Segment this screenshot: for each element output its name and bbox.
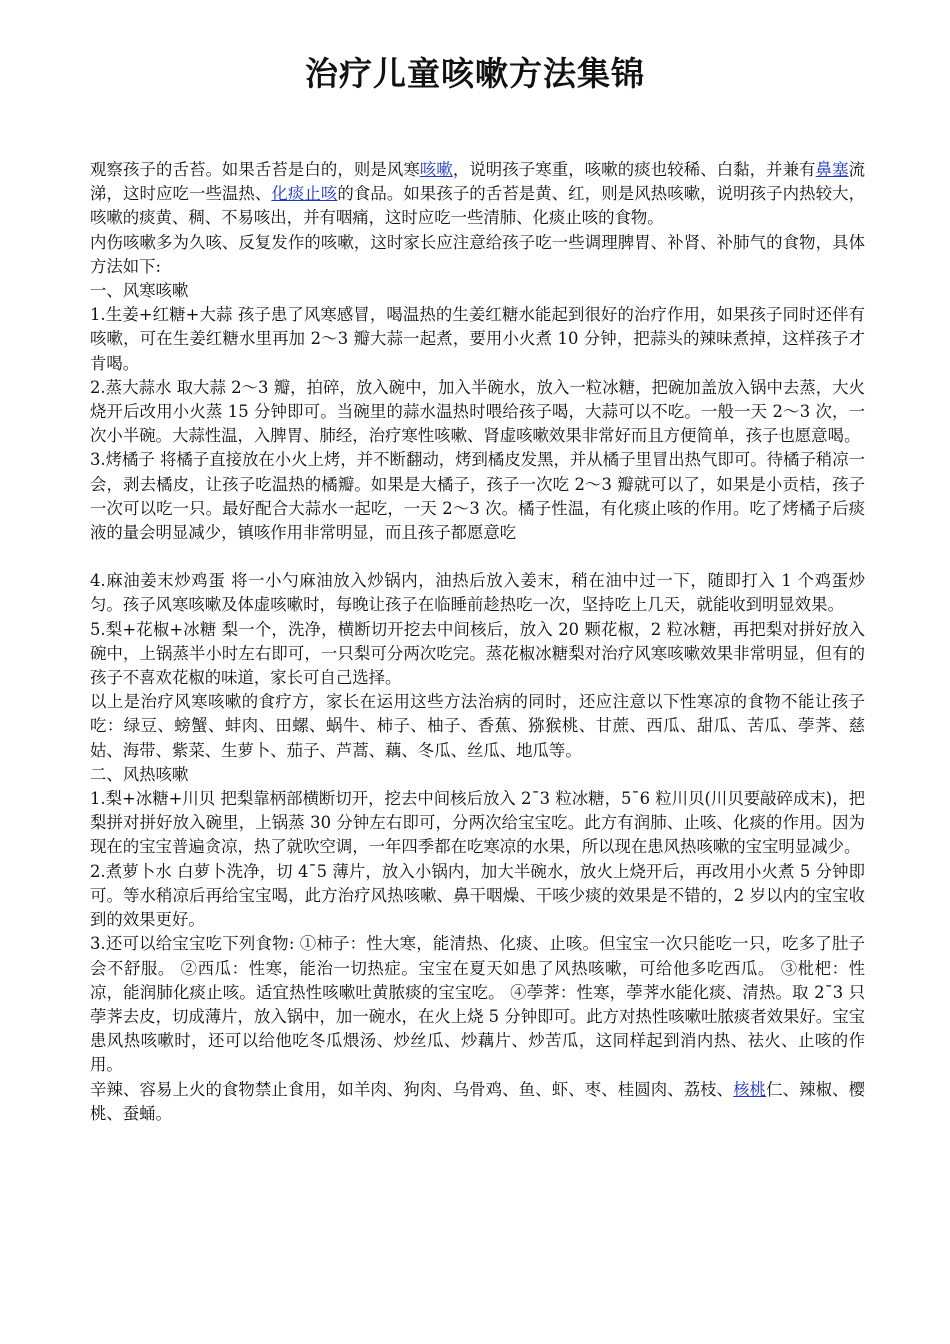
paragraph-spicy-foods-warning (90, 1078, 865, 1126)
remedy-radish-water: 2.煮萝卜水 白萝卜洗净，切 4¯5 薄片，放入小锅内，加大半碗水，放火上烧开后，再改用小火煮 5 分钟即可。等水稍凉后再给宝宝喝，此方治疗风热咳嗽、鼻干咽燥、干咳少痰的效果是不错的，2 岁以内的宝宝收到的效果更好。 (90, 861, 865, 930)
remedy-steamed-garlic-water: 2.蒸大蒜水 取大蒜 2～3 瓣，拍碎，放入碗中，加入半碗水，放入一粒冰糖，把碗加盖放入锅中去蒸，大火烧开后改用小火蒸 15 分钟即可。当碗里的蒜水温热时喂给孩子喝，大蒜可以不吃。一般一天 2～3 次，一次小半碗。大蒜性温，入脾胃、肺经，治疗寒性咳嗽、肾虚咳嗽效果非常好而且方便简单，孩子也愿意喝。 (90, 377, 865, 446)
link-walnut[interactable]: 核桃 (733, 1079, 767, 1099)
section-heading-wind-cold: 一、风寒咳嗽 (90, 281, 189, 301)
remedy-roasted-orange: 3.烤橘子 将橘子直接放在小火上烤，并不断翻动，烤到橘皮发黑，并从橘子里冒出热气即可。待橘子稍凉一会，剥去橘皮，让孩子吃温热的橘瓣。如果是大橘子，孩子一次吃 2～3 瓣就可以了，如果是小贡桔，孩子一次可以吃一只。最好配合大蒜水一起吃，一天 2～3 次。橘子性温，有化痰止咳的作用。吃了烤橘子后痰液的量会明显减少，镇咳作用非常明显，而且孩子都愿意吃 (90, 450, 865, 543)
paragraph-tongue-coating (90, 158, 865, 231)
document-title: 治疗儿童咳嗽方法集锦 (305, 54, 645, 93)
link-phlegm-cough-relief[interactable]: 化痰止咳 (271, 184, 338, 204)
link-nasal-congestion[interactable]: 鼻塞 (815, 160, 849, 179)
text-run: 仁、辣椒、樱桃、蚕蛹。 (90, 1079, 866, 1123)
paragraph-internal-cough: 内伤咳嗽多为久咳、反复发作的咳嗽，这时家长应注意给孩子吃一些调理脾胃、补肾、补肺气的食物，具体方法如下: (90, 232, 865, 276)
link-cough[interactable]: 咳嗽 (419, 160, 453, 179)
document-body (90, 158, 865, 1126)
section-heading-wind-heat: 二、风热咳嗽 (90, 764, 189, 784)
text-run: 辛辣、容易上火的食物禁止食用，如羊肉、狗肉、乌骨鸡、鱼、虾、枣、桂圆肉、荔枝、 (90, 1079, 734, 1099)
paragraph-cold-foods-warning: 以上是治疗风寒咳嗽的食疗方，家长在运用这些方法治病的同时，还应注意以下性寒凉的食物不能让孩子吃：绿豆、螃蟹、蚌肉、田螺、蜗牛、柿子、柚子、香蕉、猕猴桃、甘蔗、西瓜、甜瓜、苦瓜、荸荠、慈姑、海带、紫菜、生萝卜、茄子、芦蒿、藕、冬瓜、丝瓜、地瓜等。 (90, 692, 865, 760)
remedy-ginger-sugar-garlic: 1.生姜+红糖+大蒜 孩子患了风寒感冒，喝温热的生姜红糖水能起到很好的治疗作用，如果孩子同时还伴有咳嗽，可在生姜红糖水里再加 2～3 瓣大蒜一起煮，要用小火煮 10 分钟，把蒜头的辣味煮掉，这样孩子才肯喝。 (90, 305, 865, 373)
remedy-pear-sugar-fritillaria: 1.梨+冰糖+川贝 把梨靠柄部横断切开，挖去中间核后放入 2¯3 粒冰糖，5¯6 粒川贝(川贝要敲碎成末)，把梨拼对拼好放入碗里，上锅蒸 30 分钟左右即可，分两次给宝宝吃。此方有润肺、止咳、化痰的作用。因为现在的宝宝普遍贪凉，热了就吹空调，一年四季都在吃寒凉的水果，所以现在患风热咳嗽的宝宝明显减少。 (90, 789, 865, 857)
remedy-other-foods: 3.还可以给宝宝吃下列食物: ①柿子：性大寒，能清热、化痰、止咳。但宝宝一次只能吃一只，吃多了肚子会不舒服。 ②西瓜：性寒，能治一切热症。宝宝在夏天如患了风热咳嗽，可给他多吃西瓜。 ③枇杷：性凉，能润肺化痰止咳。适宜热性咳嗽吐黄脓痰的宝宝吃。 ④荸荠：性寒，荸荠水能化痰、清热。取 2¯3 只荸荠去皮，切成薄片，放入锅中，加一碗水，在火上烧 5 分钟即可。此方对热性咳嗽吐脓痰者效果好。宝宝患风热咳嗽时，还可以给他吃冬瓜煨汤、炒丝瓜、炒藕片、炒苦瓜，这同样起到消内热、祛火、止咳的作用。 (90, 934, 865, 1075)
text-run: 流涕，这时应吃一些温热、 (90, 160, 866, 204)
text-run: 的食品。如果孩子的舌苔是黄、红，则是风热咳嗽，说明孩子内热较大，咳嗽的痰黄、稠、不易咳出，并有咽痛，这时应吃一些清肺、化痰止咳的食物。 (90, 184, 866, 228)
text-run: 观察孩子的舌苔。如果舌苔是白的，则是风寒 (90, 160, 420, 179)
text-run: ，说明孩子寒重，咳嗽的痰也较稀、白黏，并兼有 (452, 160, 816, 179)
remedy-pear-pepper-sugar: 5.梨+花椒+冰糖 梨一个，洗净，横断切开挖去中间核后，放入 20 颗花椒，2 粒冰糖，再把梨对拼好放入碗中，上锅蒸半小时左右即可，一只梨可分两次吃完。蒸花椒冰糖梨对治疗风寒咳嗽效果非常明显，但有的孩子不喜欢花椒的味道，家长可自己选择。 (90, 619, 865, 688)
remedy-sesame-ginger-egg: 4.麻油姜末炒鸡蛋 将一小勺麻油放入炒锅内，油热后放入姜末，稍在油中过一下，随即打入 1 个鸡蛋炒匀。孩子风寒咳嗽及体虚咳嗽时，每晚让孩子在临睡前趁热吃一次，坚持吃上几天，就能收到明显效果。 (90, 571, 865, 615)
